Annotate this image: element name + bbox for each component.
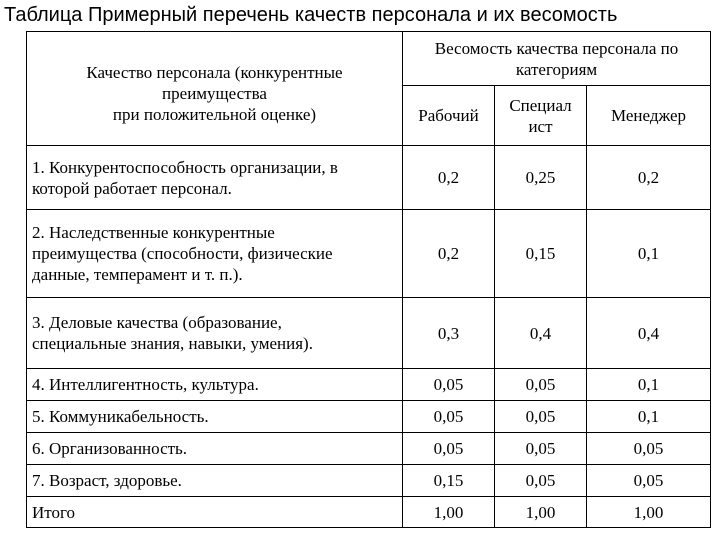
- table-row: [27, 210, 711, 298]
- header-line: преимущества: [162, 84, 267, 103]
- manager-weight: 0,4: [587, 298, 711, 369]
- manager-weight: 0,05: [587, 433, 711, 465]
- specialist-weight: 0,05: [495, 433, 587, 465]
- manager-weight: 0,1: [587, 401, 711, 433]
- specialist-header: [495, 86, 587, 146]
- worker-weight: 0,05: [403, 401, 495, 433]
- worker-weight: 0,2: [403, 210, 495, 298]
- manager-weight: 0,1: [587, 210, 711, 298]
- quality-weights-table: [26, 31, 711, 528]
- quality-line: данные, темперамент и т. п.).: [32, 265, 243, 284]
- table-row: [27, 369, 711, 401]
- quality-cell: [27, 146, 403, 210]
- manager-weight: 0,05: [587, 465, 711, 497]
- header-line: ист: [528, 116, 553, 136]
- specialist-weight: 0,4: [495, 298, 587, 369]
- specialist-weight: 0,25: [495, 146, 587, 210]
- quality-line: преимущества (способности, физические: [32, 244, 333, 263]
- worker-weight: 0,05: [403, 433, 495, 465]
- specialist-weight: 1,00: [495, 497, 587, 528]
- worker-weight: 0,15: [403, 465, 495, 497]
- worker-weight: 1,00: [403, 497, 495, 528]
- specialist-weight: 0,05: [495, 401, 587, 433]
- table-row: [27, 146, 711, 210]
- page-title: Таблица Примерный перечень качеств персонала и их весомость: [4, 4, 618, 26]
- worker-weight: 0,3: [403, 298, 495, 369]
- manager-header: Менеджер: [587, 86, 711, 146]
- quality-cell: Итого: [27, 497, 403, 528]
- quality-cell: 7. Возраст, здоровье.: [27, 465, 403, 497]
- manager-weight: 1,00: [587, 497, 711, 528]
- quality-line: 3. Деловые качества (образование,: [32, 313, 282, 332]
- specialist-weight: 0,05: [495, 465, 587, 497]
- header-line: Весомость качества персонала по: [434, 38, 679, 58]
- table-row: [27, 465, 711, 497]
- header-line: Качество персонала (конкурентные: [86, 63, 343, 82]
- weight-group-header: [403, 32, 711, 86]
- specialist-weight: 0,05: [495, 369, 587, 401]
- manager-weight: 0,1: [587, 369, 711, 401]
- header-line: при положительной оценке): [112, 105, 317, 124]
- total-row: [27, 497, 711, 528]
- quality-line: 1. Конкурентоспособность организации, в: [32, 157, 338, 177]
- quality-cell: [27, 210, 403, 298]
- worker-weight: 0,2: [403, 146, 495, 210]
- quality-cell: 4. Интеллигентность, культура.: [27, 369, 403, 401]
- table-row: [27, 298, 711, 369]
- quality-cell: 5. Коммуникабельность.: [27, 401, 403, 433]
- header-line: категориям: [515, 59, 598, 79]
- table-row: [27, 401, 711, 433]
- quality-cell: [27, 298, 403, 369]
- quality-line: специальные знания, навыки, умения).: [32, 334, 313, 353]
- header-row: [27, 32, 711, 86]
- manager-weight: 0,2: [587, 146, 711, 210]
- quality-cell: 6. Организованность.: [27, 433, 403, 465]
- table-row: [27, 433, 711, 465]
- quality-line: которой работает персонал.: [32, 178, 232, 198]
- worker-header: Рабочий: [403, 86, 495, 146]
- quality-column-header: [27, 32, 403, 146]
- quality-line: 2. Наследственные конкурентные: [32, 223, 275, 242]
- header-line: Специал: [509, 95, 572, 115]
- worker-weight: 0,05: [403, 369, 495, 401]
- specialist-weight: 0,15: [495, 210, 587, 298]
